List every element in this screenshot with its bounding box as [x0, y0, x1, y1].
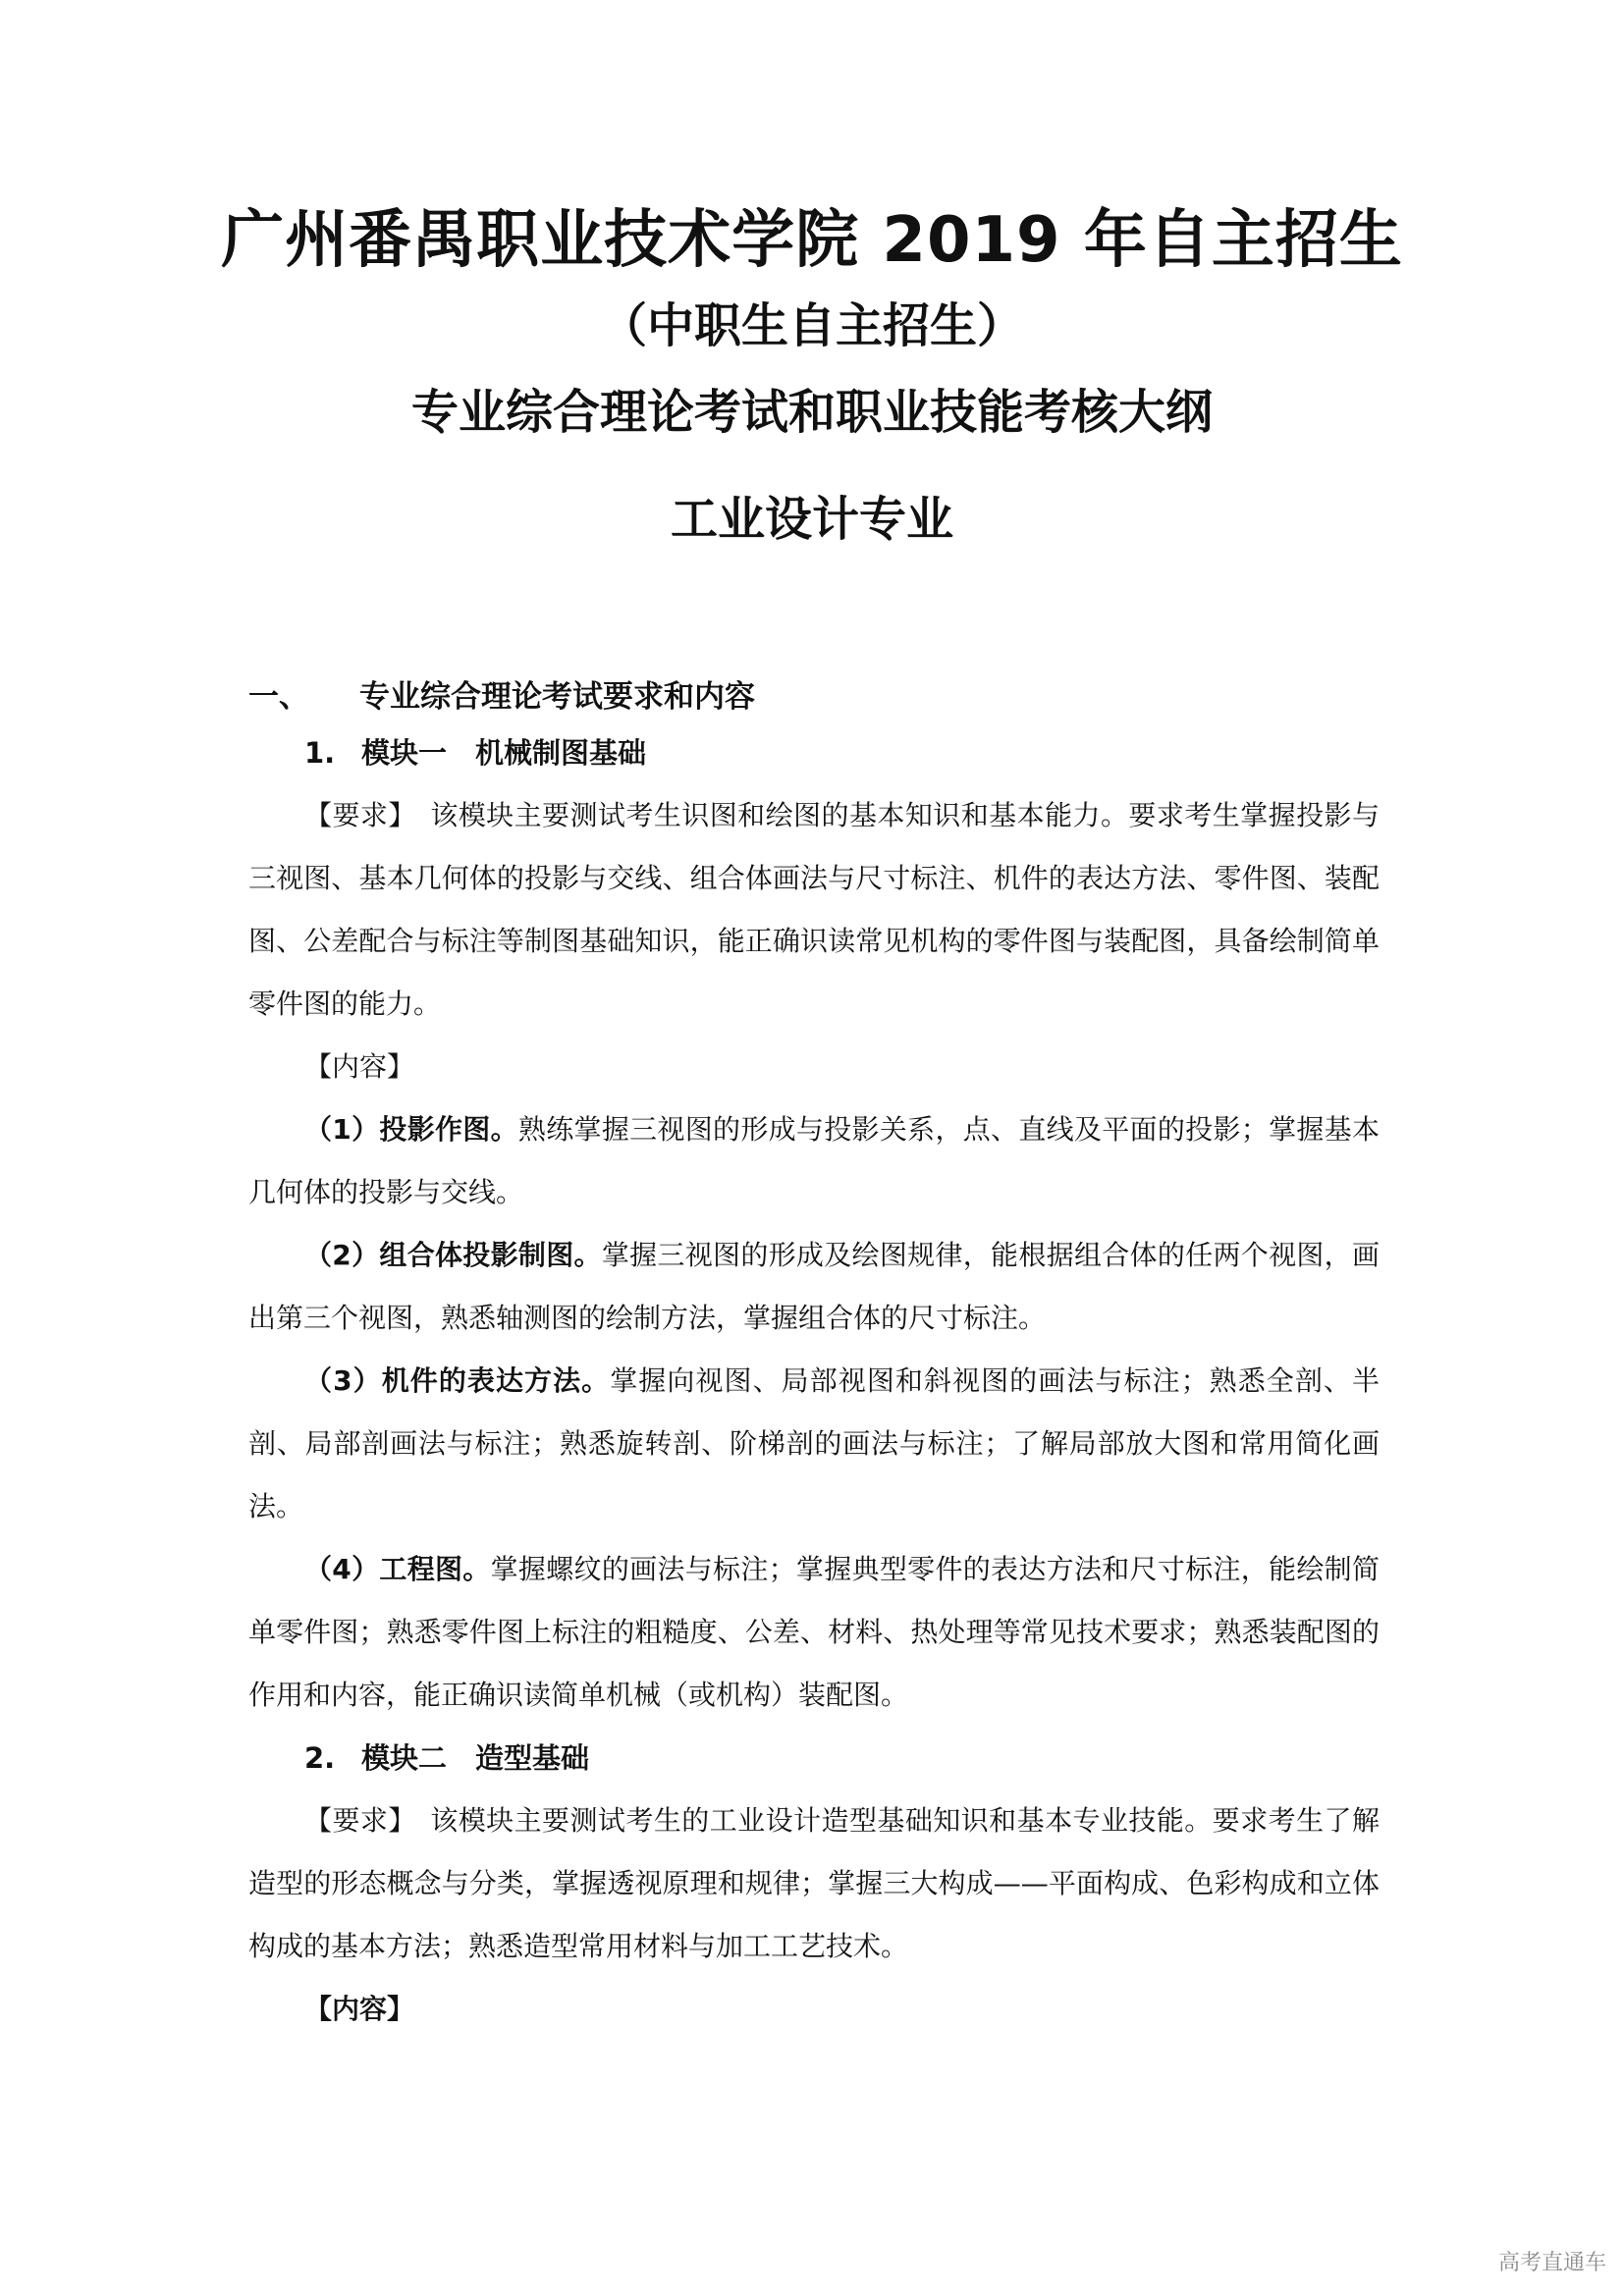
watermark: 高考直通车: [1497, 2251, 1606, 2275]
item-title: 机件的表达方法。: [381, 1364, 611, 1397]
requirement-paragraph: [248, 784, 1380, 1036]
item-title: 组合体投影制图。: [379, 1239, 602, 1271]
item-text: 掌握螺纹的画法与标注；掌握典型零件的表达方法和尺寸标注，能绘制简单零件图；熟悉零件图上标注的粗糙度、公差、材料、热处理等常见技术要求；熟悉装配图的作用和内容，能正确识读简单机械（或机构）装配图。: [248, 1553, 1380, 1711]
document-subtitle: （中职生自主招生）: [599, 298, 1024, 353]
content-item: [248, 1098, 1380, 1224]
content-item: [248, 1350, 1380, 1538]
section-number: 一、: [248, 679, 309, 715]
content-item: [248, 1538, 1380, 1727]
document-title: 广州番禺职业技术学院 2019 年自主招生: [221, 204, 1403, 277]
module-title: 模块一 机械制图基础: [361, 736, 647, 770]
content-label: 【内容】: [304, 1993, 415, 2025]
requirement-label: 【要求】: [304, 1804, 416, 1837]
item-index: （4）: [304, 1553, 380, 1585]
requirement-paragraph: [248, 1789, 1380, 1978]
requirement-text: 该模块主要测试考生识图和绘图的基本知识和基本能力。要求考生掌握投影与三视图、基本几何体的投影与交线、组合体画法与尺寸标注、机件的表达方法、零件图、装配图、公差配合与标注等制图基础知识，能正确识读常见机构的零件图与装配图，具备绘制简单零件图的能力。: [248, 799, 1380, 1020]
item-title: 投影作图。: [379, 1113, 518, 1146]
item-text: 掌握三视图的形成及绘图规律，能根据组合体的任两个视图，画出第三个视图，熟悉轴测图的绘制方法，掌握组合体的尺寸标注。: [248, 1239, 1380, 1334]
section-title: 专业综合理论考试要求和内容: [359, 679, 755, 715]
item-text: 熟练掌握三视图的形成与投影关系，点、直线及平面的投影；掌握基本几何体的投影与交线。: [248, 1113, 1380, 1208]
content-item: [248, 1224, 1380, 1350]
requirement-text: 该模块主要测试考生的工业设计造型基础知识和基本专业技能。要求考生了解造型的形态概念与分类，掌握透视原理和规律；掌握三大构成——平面构成、色彩构成和立体构成的基本方法；熟悉造型常用材料与加工工艺技术。: [248, 1804, 1380, 1962]
content-label: 【内容】: [304, 1050, 415, 1083]
document-body: [248, 672, 1380, 2041]
section-heading: [248, 672, 1380, 721]
item-title: 工程图。: [379, 1553, 491, 1585]
module-heading: [248, 1727, 1380, 1789]
document-heading: 专业综合理论考试和职业技能考核大纲: [410, 385, 1213, 440]
module-heading: [248, 721, 1380, 784]
requirement-label: 【要求】: [304, 799, 416, 831]
item-text: 掌握向视图、局部视图和斜视图的画法与标注；熟悉全剖、半剖、局部剖画法与标注；熟悉旋转剖、阶梯剖的画法与标注；了解局部放大图和常用简化画法。: [248, 1364, 1380, 1522]
major-title: 工业设计专业: [670, 492, 953, 547]
item-index: （2）: [304, 1239, 380, 1271]
module-number: 1.: [304, 736, 336, 770]
item-index: （1）: [304, 1113, 380, 1146]
item-index: （3）: [304, 1364, 382, 1397]
module-number: 2.: [304, 1741, 336, 1775]
module-title: 模块二 造型基础: [361, 1741, 590, 1775]
